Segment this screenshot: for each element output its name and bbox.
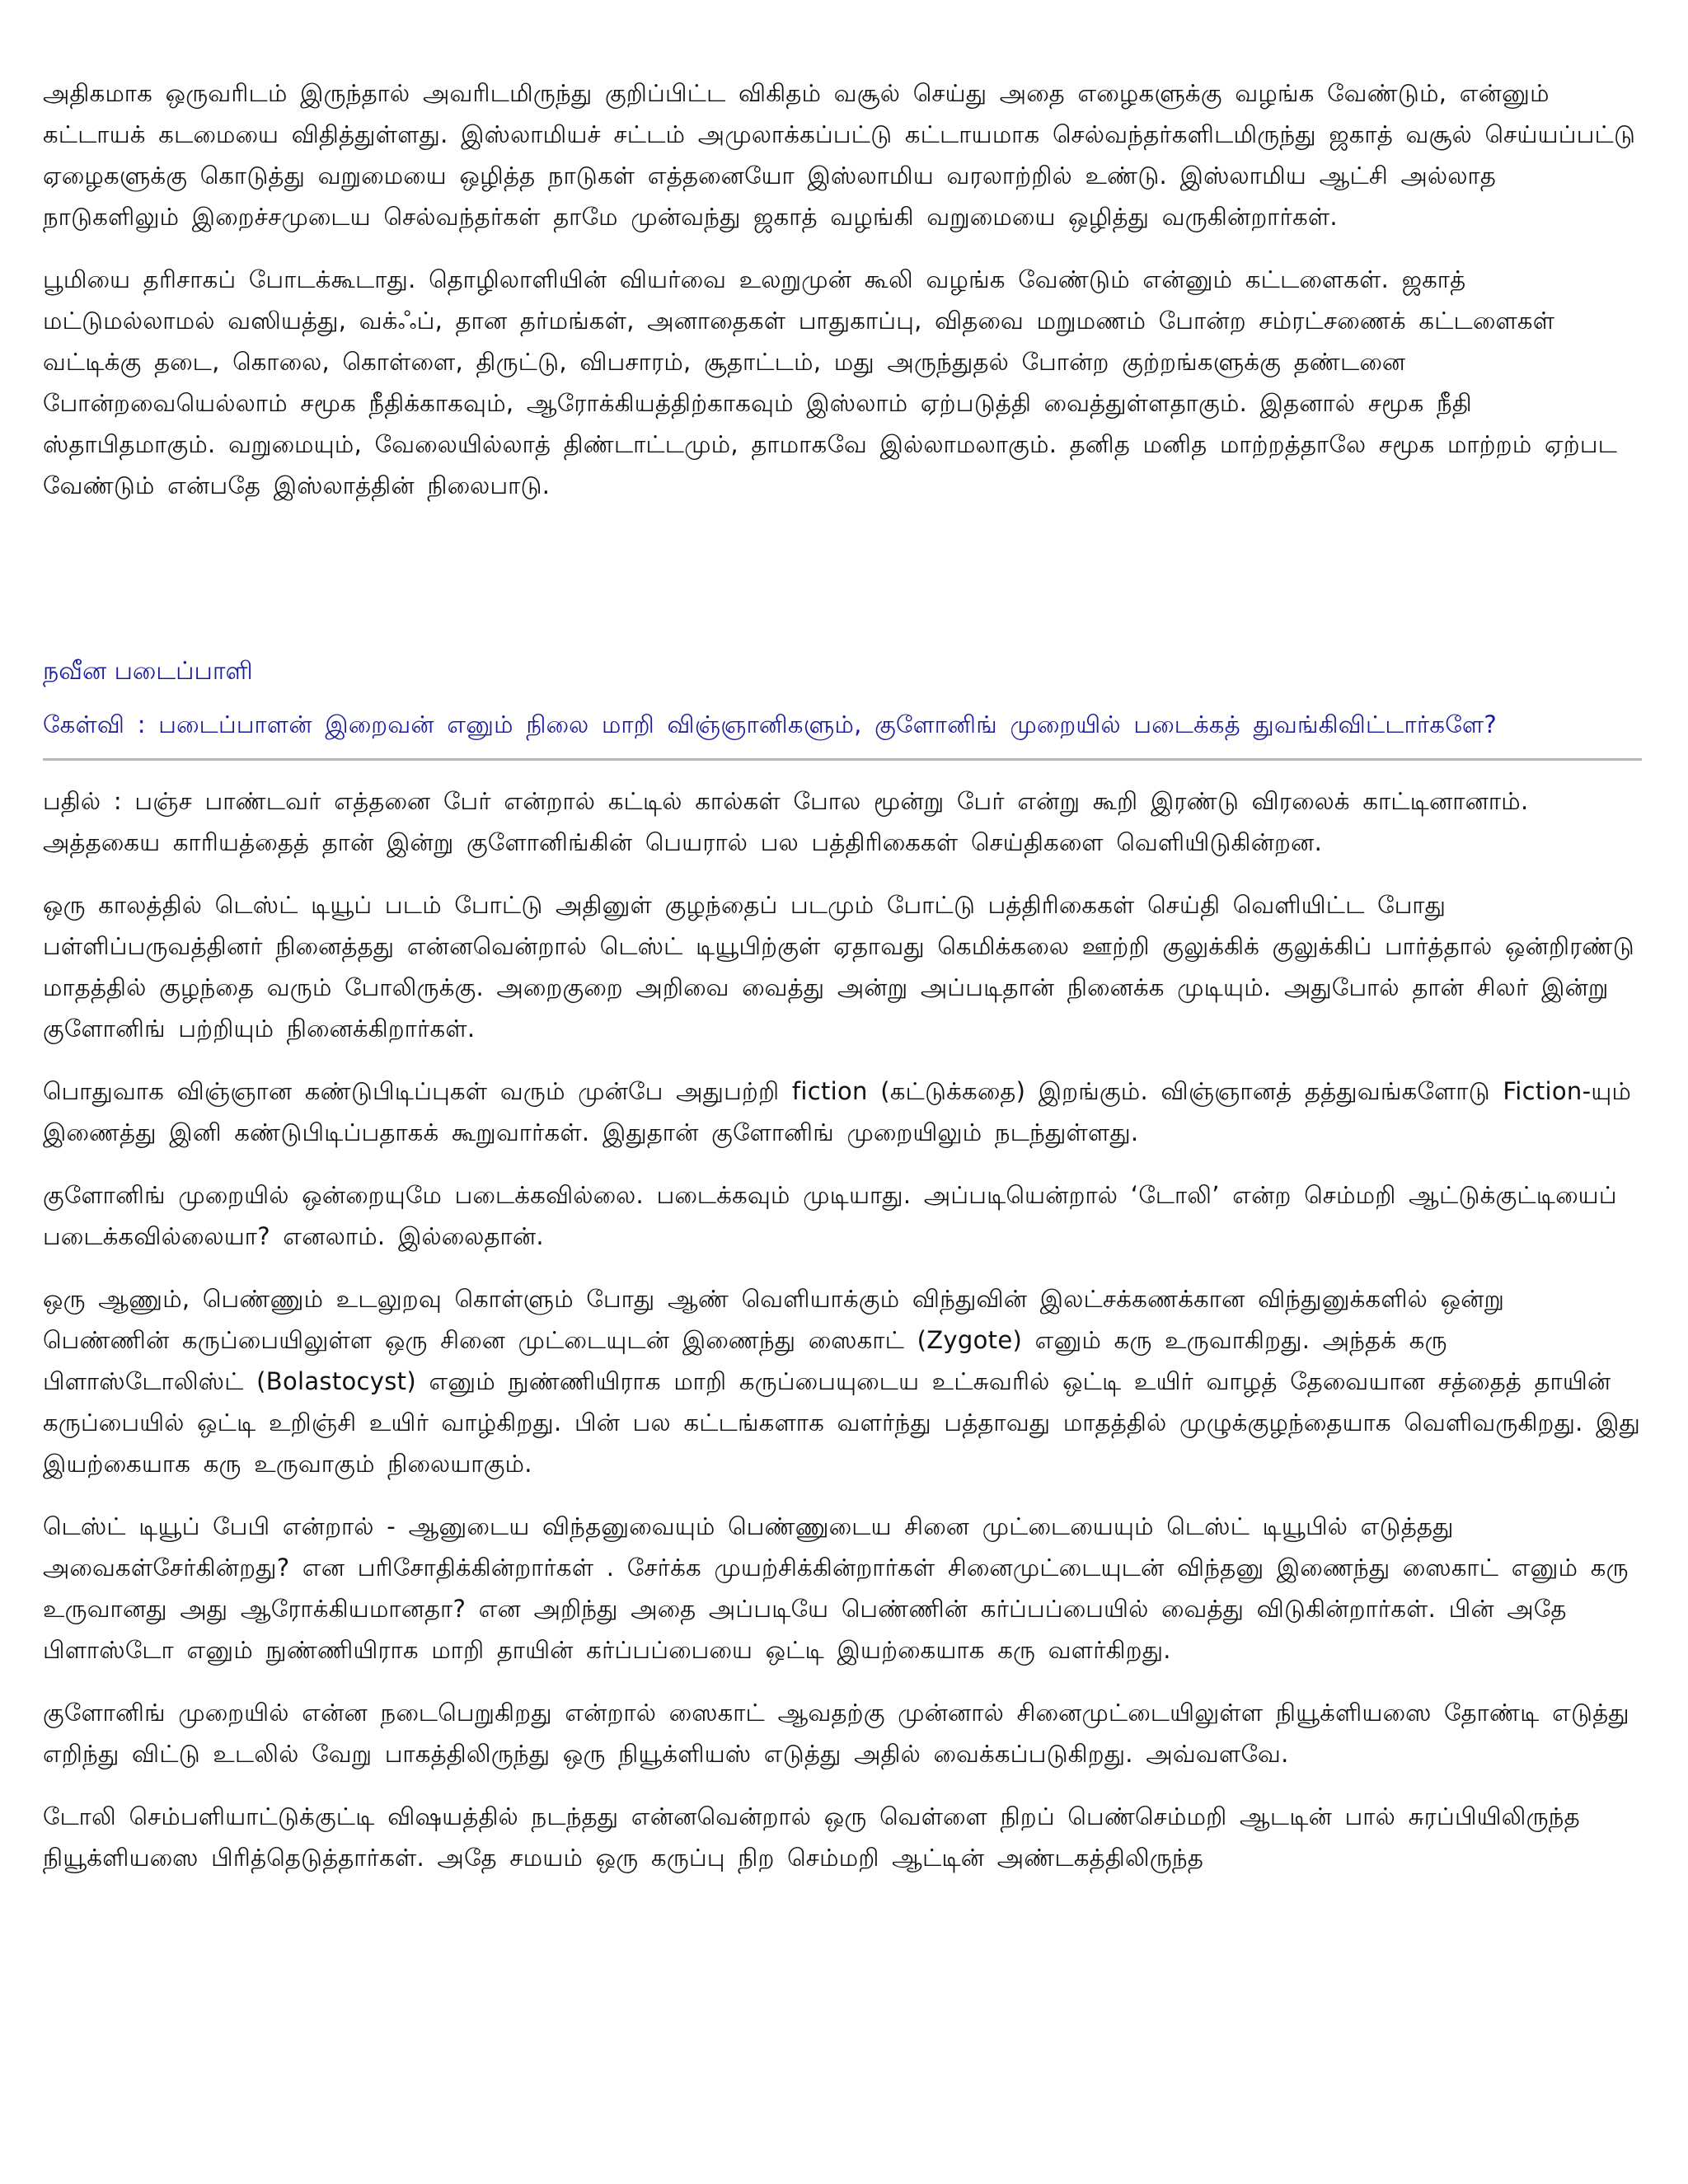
paragraph: பூமியை தரிசாகப் போடக்கூடாது. தொழிலாளியின் வியர்வை உலறுமுன் கூலி வழங்க வேண்டும் என்னும் கட்டளைகள். ஜகாத் மட்டுமல்லாமல் வஸியத்து, வக்ஃப், தான தர்மங்கள், அனாதைகள் பாதுகாப்பு, விதவை மறுமணம் போன்ற சம்ரட்சணைக் கட்டளைகள் வட்டிக்கு தடை, கொலை, கொள்ளை, திருட்டு, விபசாரம், சூதாட்டம், மது அருந்துதல் போன்ற குற்றங்களுக்கு தண்டனை போன்றவையெல்லாம் சமூக நீதிக்காகவும், ஆரோக்கியத்திற்காகவும் இஸ்லாம் ஏற்படுத்தி வைத்துள்ளதாகும். இதனால் சமூக நீதி ஸ்தாபிதமாகும். வறுமையும், வேலையில்லாத் திண்டாட்டமும், தாமாகவே இல்லாமலாகும். தனித மனித மாற்றத்தாலே சமூக மாற்றம் ஏற்பட வேண்டும் என்பதே இஸ்லாத்தின் நிலைபாடு. (43, 265, 1618, 499)
spacer (43, 527, 1642, 651)
answer-paragraph: டோலி செம்பளியாட்டுக்குட்டி விஷயத்தில் நடந்தது என்னவென்றால் ஒரு வெள்ளை நிறப் பெண்செம்மறி ஆடடின் பால் சுரப்பியிலிருந்த நியூக்ளியஸை பிரித்தெடுத்தார்கள். அதே சமயம் ஒரு கருப்பு நிற செம்மறி ஆட்டின் அண்டகத்திலிருந்த (43, 1802, 1580, 1872)
document-page (43, 73, 1642, 1900)
intro-section (43, 73, 1642, 506)
qa-section (43, 651, 1642, 1878)
paragraph: அதிகமாக ஒருவரிடம் இருந்தால் அவரிடமிருந்து குறிப்பிட்ட விகிதம் வசூல் செய்து அதை எழைகளுக்கு வழங்க வேண்டும், என்னும் கட்டாயக் கடமையை விதித்துள்ளது. இஸ்லாமியச் சட்டம் அமுலாக்கப்பட்டு கட்டாயமாக செல்வந்தர்களிடமிருந்து ஜகாத் வசூல் செய்யப்பட்டு ஏழைகளுக்கு கொடுத்து வறுமையை ஒழித்த நாடுகள் எத்தனையோ இஸ்லாமிய வரலாற்றில் உண்டு. இஸ்லாமிய ஆட்சி அல்லாத நாடுகளிலும் இறைச்சமுடைய செல்வந்தர்கள் தாமே முன்வந்து ஜகாத் வழங்கி வறுமையை ஒழித்து வருகின்றார்கள். (43, 79, 1636, 231)
answer-paragraph: பொதுவாக விஞ்ஞான கண்டுபிடிப்புகள் வரும் முன்பே அதுபற்றி fiction (கட்டுக்கதை) இறங்கும். விஞ்ஞானத் தத்துவங்களோடு Fiction-யும் இணைத்து இனி கண்டுபிடிப்பதாகக் கூறுவார்கள். இதுதான் குளோனிங் முறையிலும் நடந்துள்ளது. (43, 1077, 1632, 1146)
answer-paragraph: ஒரு ஆணும், பெண்ணும் உடலுறவு கொள்ளும் போது ஆண் வெளியாக்கும் விந்துவின் இலட்சக்கணக்கான விந்துனுக்களில் ஒன்று பெண்ணின் கருப்பையிலுள்ள ஒரு சினை முட்டையுடன் இணைந்து ஸைகாட் (Zygote) எனும் கரு உருவாகிறது. அந்தக் கரு பிளாஸ்டோலிஸ்ட் (Bolastocyst) எனும் நுண்ணியிராக மாறி கருப்பையுடைய உட்சுவரில் ஒட்டி உயிர் வாழத் தேவையான சத்தைத் தாயின் கருப்பையில் ஒட்டி உறிஞ்சி உயிர் வாழ்கிறது. பின் பல கட்டங்களாக வளர்ந்து பத்தாவது மாதத்தில் முழுக்குழந்தையாக வெளிவருகிறது. இது இயற்கையாக கரு உருவாகும் நிலையாகும். (43, 1285, 1641, 1478)
answer-paragraph: டெஸ்ட் டியூப் பேபி என்றால் - ஆனுடைய விந்தனுவையும் பெண்ணுடைய சினை முட்டையையும் டெஸ்ட் டியூபில் எடுத்தது அவைகள்சேர்கின்றது? என பரிசோதிக்கின்றார்கள் . சேர்க்க முயற்சிக்கின்றார்கள் சினைமுட்டையுடன் விந்தனு இணைந்து ஸைகாட் எனும் கரு உருவானது அது ஆரோக்கியமானதா? என அறிந்து அதை அப்படியே பெண்ணின் கர்ப்பப்பையில் வைத்து விடுகின்றார்கள். பின் அதே பிளாஸ்டோ எனும் நுண்ணியிராக மாறி தாயின் கர்ப்பப்பையை ஒட்டி இயற்கையாக கரு வளர்கிறது. (43, 1512, 1629, 1664)
divider (43, 758, 1642, 761)
answer-paragraph: ஒரு காலத்தில் டெஸ்ட் டியூப் படம் போட்டு அதினுள் குழந்தைப் படமும் போட்டு பத்திரிகைகள் செய்தி வெளியிட்ட போது பள்ளிப்பருவத்தினர் நினைத்தது என்னவென்றால் டெஸ்ட் டியூபிற்குள் ஏதாவது கெமிக்கலை ஊற்றி குலுக்கிக் குலுக்கிப் பார்த்தால் ஒன்றிரண்டு மாதத்தில் குழந்தை வரும் போலிருக்கு. அறைகுறை அறிவை வைத்து அன்று அப்படிதான் நினைக்க முடியும். அதுபோல் தான் சிலர் இன்று குளோனிங் பற்றியும் நினைக்கிறார்கள். (43, 891, 1634, 1043)
answer-paragraph: பதில் : பஞ்ச பாண்டவர் எத்தனை பேர் என்றால் கட்டில் கால்கள் போல மூன்று பேர் என்று கூறி இரண்டு விரலைக் காட்டினானாம். அத்தகைய காரியத்தைத் தான் இன்று குளோனிங்கின் பெயரால் பல பத்திரிகைகள் செய்திகளை வெளியிடுகின்றன. (43, 787, 1529, 856)
answer-paragraph: குளோனிங் முறையில் என்ன நடைபெறுகிறது என்றால் ஸைகாட் ஆவதற்கு முன்னால் சினைமுட்டையிலுள்ள நியூக்ளியஸை தோண்டி எடுத்து எறிந்து விட்டு உடலில் வேறு பாகத்திலிருந்து ஒரு நியூக்ளியஸ் எடுத்து அதில் வைக்கப்படுகிறது. அவ்வளவே. (43, 1699, 1629, 1768)
section-heading: நவீன படைப்பாளி (43, 657, 253, 686)
question-text: கேள்வி : படைப்பாளன் இறைவன் எனும் நிலை மாறி விஞ்ஞானிகளும், குளோனிங் முறையில் படைக்கத் துவங்கிவிட்டார்களே? (43, 710, 1498, 738)
answer-paragraph: குளோனிங் முறையில் ஒன்றையுமே படைக்கவில்லை. படைக்கவும் முடியாது. அப்படியென்றால் ‘டோலி’ என்ற செம்மறி ஆட்டுக்குட்டியைப் படைக்கவில்லையா? எனலாம். இல்லைதான். (43, 1181, 1617, 1250)
